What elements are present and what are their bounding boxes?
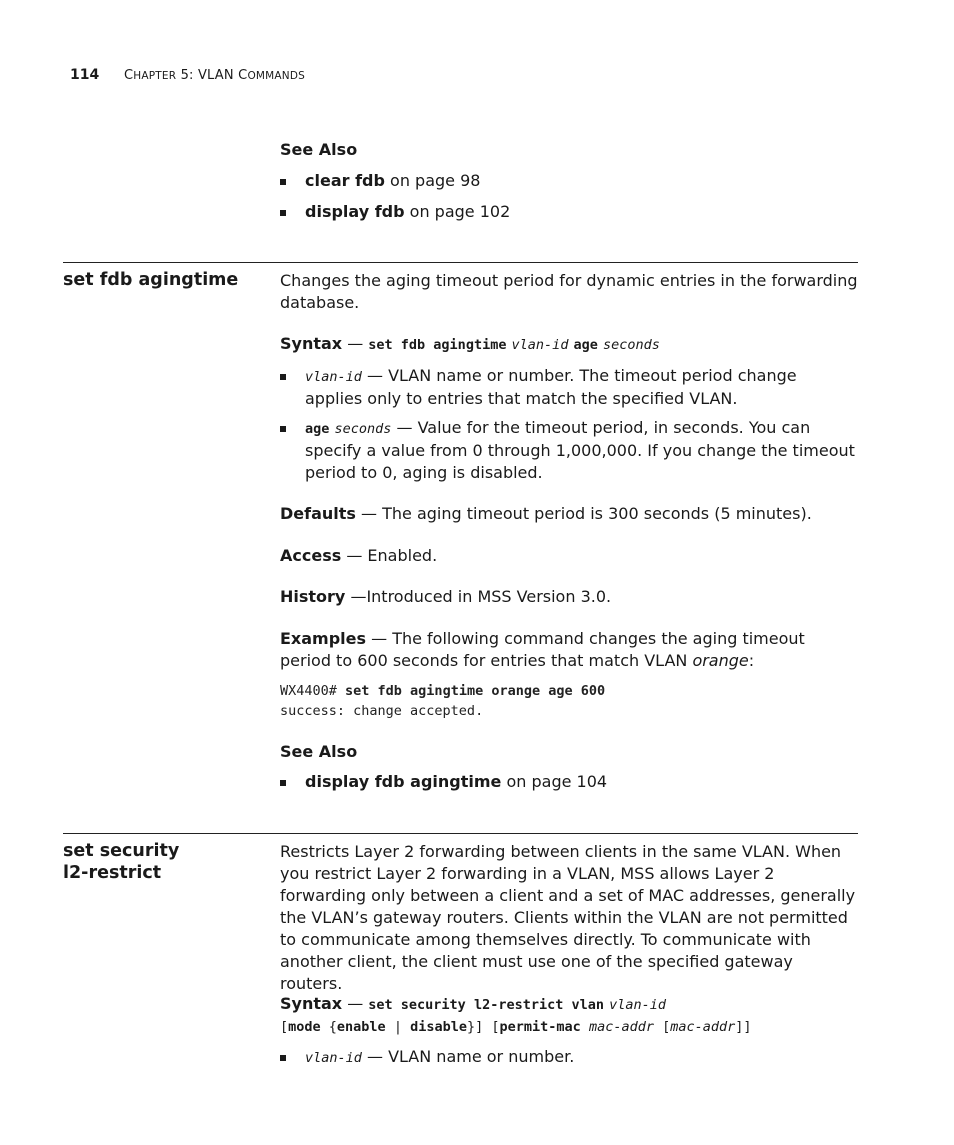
list-item: display fdb agingtime on page 104	[280, 771, 855, 793]
see-also-heading: See Also	[280, 140, 358, 159]
bullet-icon	[280, 179, 286, 185]
defaults-line: Defaults — The aging timeout period is 300 seconds (5 minutes).	[280, 504, 812, 523]
code-example: WX4400# set fdb agingtime orange age 600 success: change accepted.	[280, 683, 606, 719]
bullet-icon	[280, 780, 286, 786]
description: Restricts Layer 2 forwarding between clients in the same VLAN. When you restrict Layer 2 forwarding in a VLAN, MSS allows Layer 2 forwarding only between a client and a set of MAC addresses, generally the VLAN’s gateway routers. Clients within the VLAN are not permitted to communicate among themselves directly. To communicate with another client, the client must use one of the specified gateway routers.	[280, 842, 856, 993]
link-display-fdb-agingtime[interactable]: display fdb agingtime	[305, 772, 502, 791]
link-display-fdb[interactable]: display fdb	[305, 202, 405, 221]
list-item: age seconds — Value for the timeout period, in seconds. You can specify a value from 0 through 1,000,000. If you change the timeout period to 0, aging is disabled.	[280, 417, 855, 484]
bullet-icon	[280, 426, 286, 432]
syntax-line: Syntax — set fdb agingtime vlan-id age seconds	[280, 334, 660, 353]
link-clear-fdb[interactable]: clear fdb	[305, 171, 385, 190]
syntax-line: Syntax — set security l2-restrict vlan vlan-id [mode {enable | disable}] [permit-mac mac-addr [mac-addr]]	[280, 994, 752, 1035]
chapter-header: CHAPTER 5: VLAN COMMANDS	[124, 68, 306, 83]
history-line: History —Introduced in MSS Version 3.0.	[280, 587, 612, 606]
bullet-icon	[280, 210, 286, 216]
section-title-set-fdb-agingtime: set fdb agingtime	[63, 270, 239, 290]
bullet-icon	[280, 374, 286, 380]
examples-line: Examples — The following command changes the aging timeout period to 600 seconds for entries that match VLAN orange:	[280, 629, 805, 670]
list-item: vlan-id — VLAN name or number.	[280, 1046, 855, 1069]
section-divider	[63, 833, 858, 834]
see-also-heading: See Also	[280, 742, 358, 761]
section-title-set-security-l2-restrict: set security l2-restrict	[63, 841, 180, 883]
list-item: vlan-id — VLAN name or number. The timeout period change applies only to entries that match the specified VLAN.	[280, 365, 855, 410]
page-number: 114	[70, 67, 100, 83]
section-divider	[63, 262, 858, 263]
bullet-icon	[280, 1055, 286, 1061]
description: Changes the aging timeout period for dynamic entries in the forwarding database.	[280, 271, 858, 312]
access-line: Access — Enabled.	[280, 546, 438, 565]
list-item: clear fdb on page 98	[280, 170, 855, 192]
list-item: display fdb on page 102	[280, 201, 855, 223]
